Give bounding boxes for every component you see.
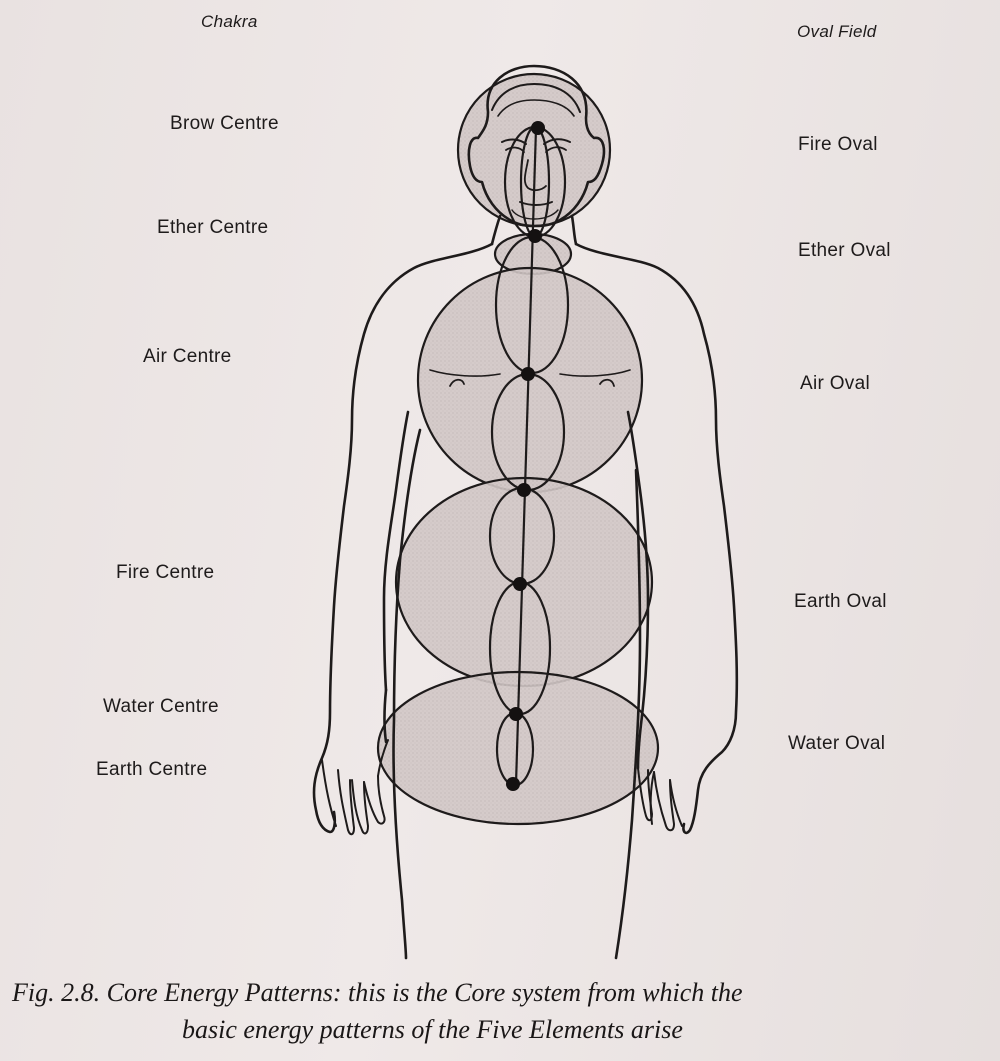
label-fire-centre: Fire Centre	[116, 562, 215, 583]
label-water-oval: Water Oval	[788, 733, 886, 754]
label-brow-centre: Brow Centre	[170, 113, 279, 134]
label-water-centre: Water Centre	[103, 696, 219, 717]
label-earth-oval: Earth Oval	[794, 591, 887, 612]
label-earth-centre: Earth Centre	[96, 759, 208, 780]
oval-field-header: Oval Field	[797, 22, 877, 41]
label-air-oval: Air Oval	[800, 373, 870, 394]
label-air-centre: Air Centre	[143, 346, 232, 367]
ether-centre-dot	[528, 229, 542, 243]
air-centre-dot	[521, 367, 535, 381]
root-dot	[506, 777, 520, 791]
label-ether-centre: Ether Centre	[157, 217, 269, 238]
figure-caption-line1	[12, 978, 743, 1008]
water-centre-dot	[513, 577, 527, 591]
caption-text-1: Core Energy Patterns: this is the Core system from which the	[106, 978, 743, 1007]
label-fire-oval: Fire Oval	[798, 134, 878, 155]
brow-centre-dot	[531, 121, 545, 135]
chakra-header: Chakra	[201, 12, 258, 31]
earth-centre-dot	[509, 707, 523, 721]
fire-centre-dot	[517, 483, 531, 497]
figure-caption-line2: basic energy patterns of the Five Elements arise	[182, 1015, 683, 1044]
label-ether-oval: Ether Oval	[798, 240, 891, 261]
figure-number: Fig. 2.8.	[12, 978, 101, 1007]
